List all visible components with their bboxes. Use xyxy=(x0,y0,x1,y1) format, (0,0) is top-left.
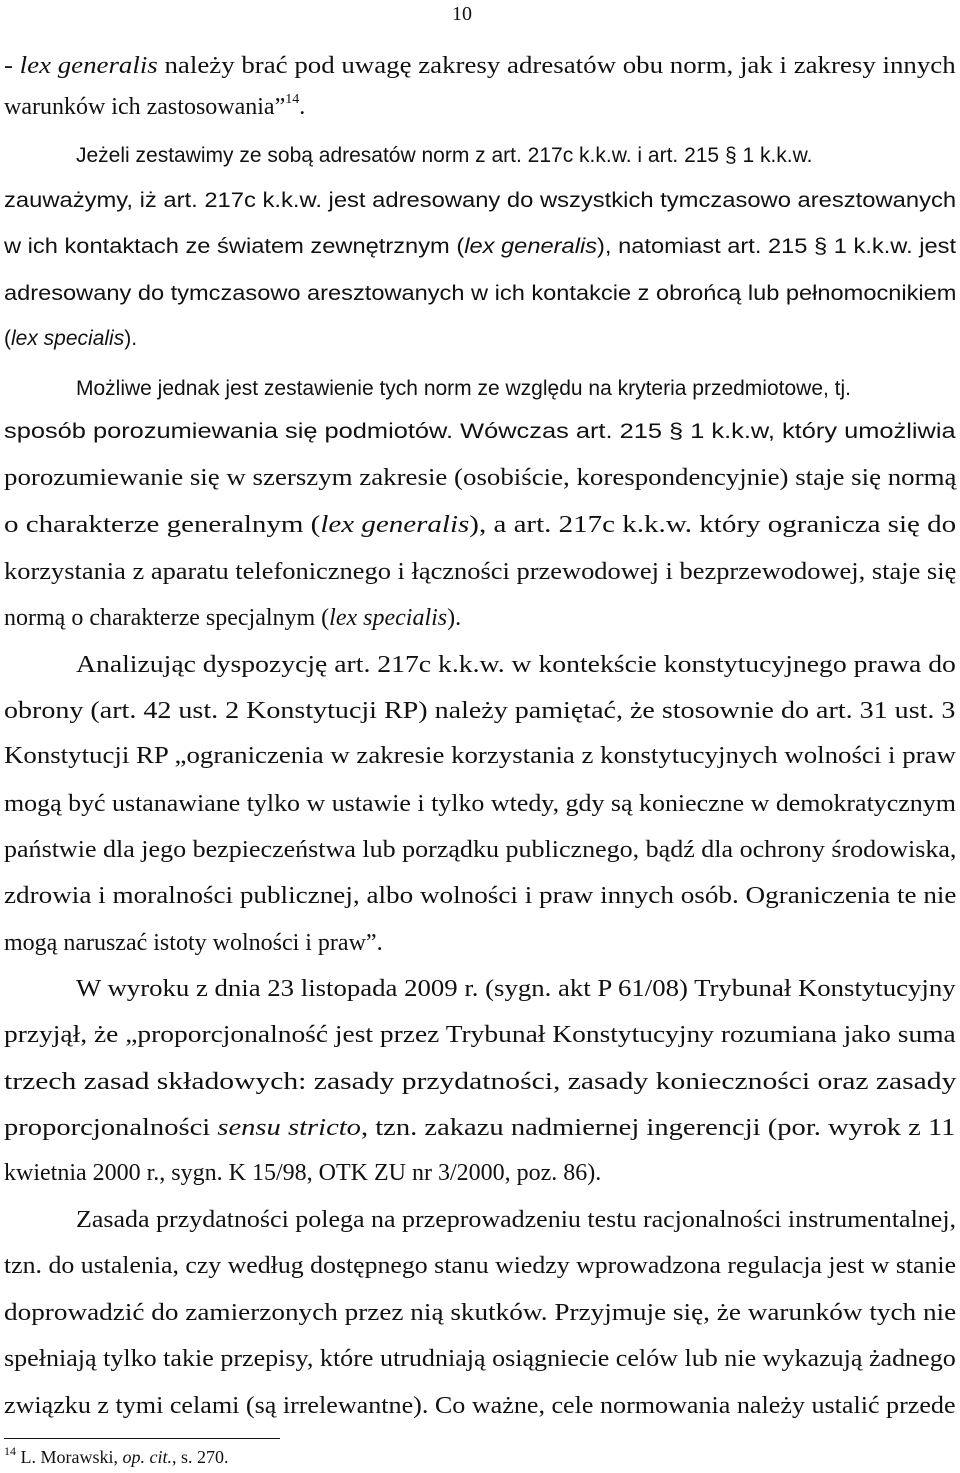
text-run: zauważymy, iż art. 217c k.k.w. jest adresowany do wszystkich tymczasowo aresztowanych xyxy=(4,189,957,212)
text-run: korzystania z aparatu telefonicznego i łączności przewodowej i bezprzewodowej, staje się xyxy=(4,559,957,585)
text-line xyxy=(4,1021,956,1049)
text-run: związku z tymi celami (są irrelewantne). Co ważne, cele normowania należy ustalić przede xyxy=(4,1393,956,1419)
text-line xyxy=(4,697,955,725)
text-line xyxy=(4,325,137,353)
text-line xyxy=(4,790,956,818)
italic-text: lex generalis xyxy=(320,512,470,538)
text-run: porozumiewanie się w szerszym zakresie (osobiście, korespondencyjnie) staje się normą xyxy=(4,465,957,491)
text-line xyxy=(4,1299,956,1327)
text-run: tzn. do ustalenia, czy według dostępnego stanu wiedzy wprowadzona regulacja jest w stanie xyxy=(4,1253,957,1279)
text-line xyxy=(76,975,956,1003)
text-run: doprowadzić do zamierzonych przez nią skutków. Przyjmuje się, że warunków tych nie xyxy=(4,1300,957,1326)
text-line xyxy=(4,52,956,80)
text-run: obrony (art. 42 ust. 2 Konstytucji RP) należy pamiętać, że stosownie do art. 31 ust. 3 xyxy=(4,698,956,724)
text-run: . xyxy=(299,94,306,120)
text-run: adresowany do tymczasowo aresztowanych w ich kontakcie z obrońcą lub pełnomocnikiem xyxy=(4,282,957,305)
text-line xyxy=(4,280,956,308)
italic-text: lex specialis xyxy=(329,605,448,631)
text-line xyxy=(4,233,956,261)
text-run: , tzn. zakazu nadmiernej ingerencji (por. wyrok z 11 xyxy=(360,1115,956,1141)
text-run: zdrowia i moralności publicznej, albo wolności i praw innych osób. Ograniczenia te nie xyxy=(4,883,957,909)
text-run: należy brać pod uwagę zakresy adresatów obu norm, jak i zakresy innych xyxy=(157,53,956,79)
italic-text: lex generalis xyxy=(19,53,158,79)
text-line xyxy=(4,1159,601,1187)
text-run: Możliwe jednak jest zestawienie tych norm ze względu na kryteria przedmiotowe, tj. xyxy=(76,377,852,400)
page-number: 10 xyxy=(452,3,472,25)
text-run: Konstytucji RP „ograniczenia w zakresie korzystania z konstytucyjnych wolności i praw xyxy=(4,743,956,769)
text-run: L. Morawski, xyxy=(16,1447,123,1467)
text-run: mogą naruszać istoty wolności i praw”. xyxy=(4,930,383,956)
text-line xyxy=(4,1392,956,1420)
text-run: proporcjonalności xyxy=(4,1115,218,1141)
footnote-ref: 14 xyxy=(285,92,300,107)
text-line xyxy=(4,1345,956,1373)
text-line xyxy=(76,651,956,679)
text-line xyxy=(4,187,956,215)
footnote-ref: 14 xyxy=(4,1444,16,1458)
text-run: Jeżeli zestawimy ze sobą adresatów norm z art. 217c k.k.w. i art. 215 § 1 k.k.w. xyxy=(76,144,813,167)
italic-text: op. cit. xyxy=(122,1447,172,1467)
text-run: ). xyxy=(124,327,138,350)
text-run: spełniają tylko takie przepisy, które utrudniają osiągniecie celów lub nie wykazują żadnego xyxy=(4,1346,956,1372)
text-run: - xyxy=(4,53,20,79)
text-run: , s. 270. xyxy=(172,1447,229,1467)
footnote xyxy=(4,1446,229,1468)
text-run: sposób porozumiewania się podmiotów. Wówczas art. 215 § 1 k.k.w, który umożliwia xyxy=(4,420,956,443)
text-line xyxy=(4,1068,956,1096)
text-line xyxy=(4,604,461,632)
text-run: ( xyxy=(4,327,11,350)
italic-text: lex specialis xyxy=(11,327,125,350)
text-run: ). xyxy=(447,605,462,631)
text-line xyxy=(4,929,383,957)
text-line xyxy=(76,142,812,170)
text-line xyxy=(4,1252,956,1280)
text-line xyxy=(76,375,851,403)
text-run: ), a art. 217c k.k.w. który ogranicza się do xyxy=(469,512,957,538)
footnote-separator xyxy=(4,1438,280,1439)
text-run: przyjął, że „proporcjonalność jest przez Trybunał Konstytucyjny rozumiana jako suma xyxy=(4,1022,956,1048)
text-run: trzech zasad składowych: zasady przydatności, zasady konieczności oraz zasady xyxy=(4,1069,957,1095)
text-line xyxy=(4,882,956,910)
text-line xyxy=(4,511,956,539)
text-line xyxy=(4,558,956,586)
text-line xyxy=(4,418,956,446)
text-line xyxy=(4,836,956,864)
text-run: normą o charakterze specjalnym ( xyxy=(4,605,330,631)
text-run: Analizując dyspozycję art. 217c k.k.w. w kontekście konstytucyjnego prawa do xyxy=(76,652,956,678)
text-line xyxy=(4,1114,955,1142)
text-line xyxy=(76,1206,956,1234)
text-run: w ich kontaktach ze światem zewnętrznym ( xyxy=(4,235,465,258)
text-line xyxy=(4,742,956,770)
text-run: W wyroku z dnia 23 listopada 2009 r. (sygn. akt P 61/08) Trybunał Konstytucyjny xyxy=(76,976,956,1002)
text-run: Zasada przydatności polega na przeprowadzeniu testu racjonalności instrumentalnej, xyxy=(76,1207,957,1233)
text-run: o charakterze generalnym ( xyxy=(4,512,321,538)
text-run: ), natomiast art. 215 § 1 k.k.w. jest xyxy=(597,235,957,258)
text-line xyxy=(4,93,305,121)
italic-text: sensu stricto xyxy=(217,1115,361,1141)
text-run: państwie dla jego bezpieczeństwa lub porządku publicznego, bądź dla ochrony środowiska, xyxy=(4,837,957,863)
text-run: kwietnia 2000 r., sygn. K 15/98, OTK ZU nr 3/2000, poz. 86). xyxy=(4,1160,602,1186)
italic-text: lex generalis xyxy=(464,235,598,258)
text-line xyxy=(4,464,956,492)
text-run: warunków ich zastosowania” xyxy=(4,94,286,120)
text-run: mogą być ustanawiane tylko w ustawie i tylko wtedy, gdy są konieczne w demokratycznym xyxy=(4,791,956,817)
